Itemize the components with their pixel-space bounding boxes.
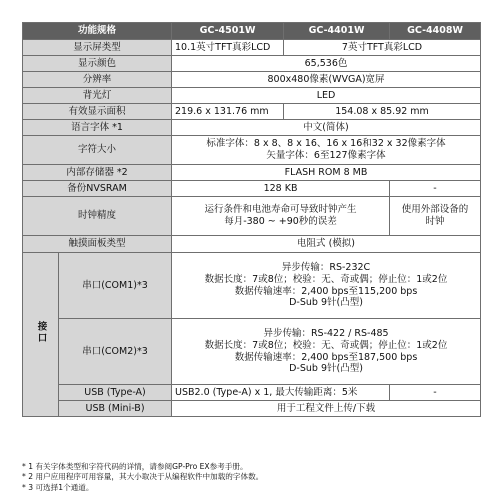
- cell-value: -: [390, 385, 481, 401]
- table-row: [23, 165, 481, 181]
- row-label: 显示颜色: [23, 56, 172, 72]
- cell-line: 异步传输：RS-232C: [281, 261, 371, 273]
- cell-line: 数据长度：7或8位；校验：无、奇或偶；停止位：1或2位: [204, 273, 448, 285]
- cell-value: -: [390, 181, 481, 197]
- interface-group-text: 接口: [35, 321, 47, 345]
- footnote: * 3 可选择1个通道。: [22, 482, 94, 492]
- table-row: [23, 56, 481, 72]
- header-row: [23, 23, 481, 40]
- row-label: 触摸面板类型: [23, 236, 172, 253]
- footnote: * 1 有关字体类型和字符代码的详情，请参阅GP-Pro EX参考手册。: [22, 462, 248, 471]
- footnotes: [22, 462, 492, 493]
- model-header: GC-4501W: [172, 23, 284, 40]
- row-label: USB (Type-A): [59, 385, 172, 401]
- table-row: [23, 236, 481, 253]
- cell-value: [172, 319, 481, 385]
- row-label: USB (Mini-B): [59, 401, 172, 417]
- model-header: GC-4401W: [284, 23, 390, 40]
- row-label: 背光灯: [23, 88, 172, 104]
- cell-value: [390, 197, 481, 236]
- cell-value: 电阻式 (模拟): [172, 236, 481, 253]
- cell-line: 标准字体：8 x 8、8 x 16、16 x 16和32 x 32像素字体: [206, 138, 446, 150]
- cell-value: 中文(简体): [172, 120, 481, 136]
- table-row: [23, 136, 481, 165]
- row-label: 字符大小: [23, 136, 172, 165]
- table-row: [23, 181, 481, 197]
- row-label: 内部存储器 *2: [23, 165, 172, 181]
- cell-line: 矢量字体：6至127像素字体: [266, 150, 386, 161]
- table-row: [23, 401, 481, 417]
- interface-group-label: [23, 253, 59, 417]
- header-label: 功能规格: [23, 23, 172, 40]
- cell-line: 数据传输速率：2,400 bps至115,200 bps: [234, 285, 418, 297]
- cell-value: 用于工程文件上传/下载: [172, 401, 481, 417]
- model-header: GC-4408W: [390, 23, 481, 40]
- cell-value: FLASH ROM 8 MB: [172, 165, 481, 181]
- cell-line: D-Sub 9针(凸型): [289, 363, 363, 375]
- table-row: [23, 385, 481, 401]
- spec-table: [22, 22, 481, 417]
- table-row: [23, 197, 481, 236]
- table-row: [23, 319, 481, 385]
- cell-value: 65,536色: [172, 56, 481, 72]
- cell-value: 7英寸TFT真彩LCD: [284, 40, 481, 56]
- cell-line: 运行条件和电池寿命可导致时钟产生: [204, 204, 357, 216]
- row-label: 语言字体 *1: [23, 120, 172, 136]
- row-label: 串口(COM2)*3: [59, 319, 172, 385]
- cell-value: USB2.0 (Type-A) x 1, 最大传输距离：5米: [172, 385, 390, 401]
- row-label: 串口(COM1)*3: [59, 253, 172, 319]
- row-label: 时钟精度: [23, 197, 172, 236]
- cell-value: 800x480像素(WVGA)宽屏: [172, 72, 481, 88]
- cell-value: LED: [172, 88, 481, 104]
- cell-value: [172, 197, 390, 236]
- row-label: 备份NVSRAM: [23, 181, 172, 197]
- table-row: [23, 72, 481, 88]
- cell-line: D-Sub 9针(凸型): [289, 297, 363, 309]
- cell-value: 219.6 x 131.76 mm: [172, 104, 284, 120]
- cell-value: 10.1英寸TFT真彩LCD: [172, 40, 284, 56]
- cell-line: 每月-380 ~ +90秒的误差: [224, 216, 337, 227]
- table-row: [23, 88, 481, 104]
- cell-line: 数据传输速率：2,400 bps至187,500 bps: [234, 351, 418, 363]
- row-label: 有效显示面积: [23, 104, 172, 120]
- cell-value: 154.08 x 85.92 mm: [284, 104, 481, 120]
- table-row: [23, 40, 481, 56]
- cell-line: 使用外部设备的: [401, 204, 469, 216]
- cell-line: 异步传输：RS-422 / RS-485: [263, 327, 389, 339]
- cell-value: [172, 136, 481, 165]
- cell-line: 时钟: [425, 216, 445, 227]
- row-label: 显示屏类型: [23, 40, 172, 56]
- cell-value: 128 KB: [172, 181, 390, 197]
- table-row: [23, 104, 481, 120]
- table-row: [23, 120, 481, 136]
- footnote: * 2 用户应用程序可用容量，其大小取决于从编程软件中加载的字体数。: [22, 472, 264, 482]
- table-row: [23, 253, 481, 319]
- row-label: 分辨率: [23, 72, 172, 88]
- cell-value: [172, 253, 481, 319]
- cell-line: 数据长度：7或8位；校验：无、奇或偶；停止位：1或2位: [204, 339, 448, 351]
